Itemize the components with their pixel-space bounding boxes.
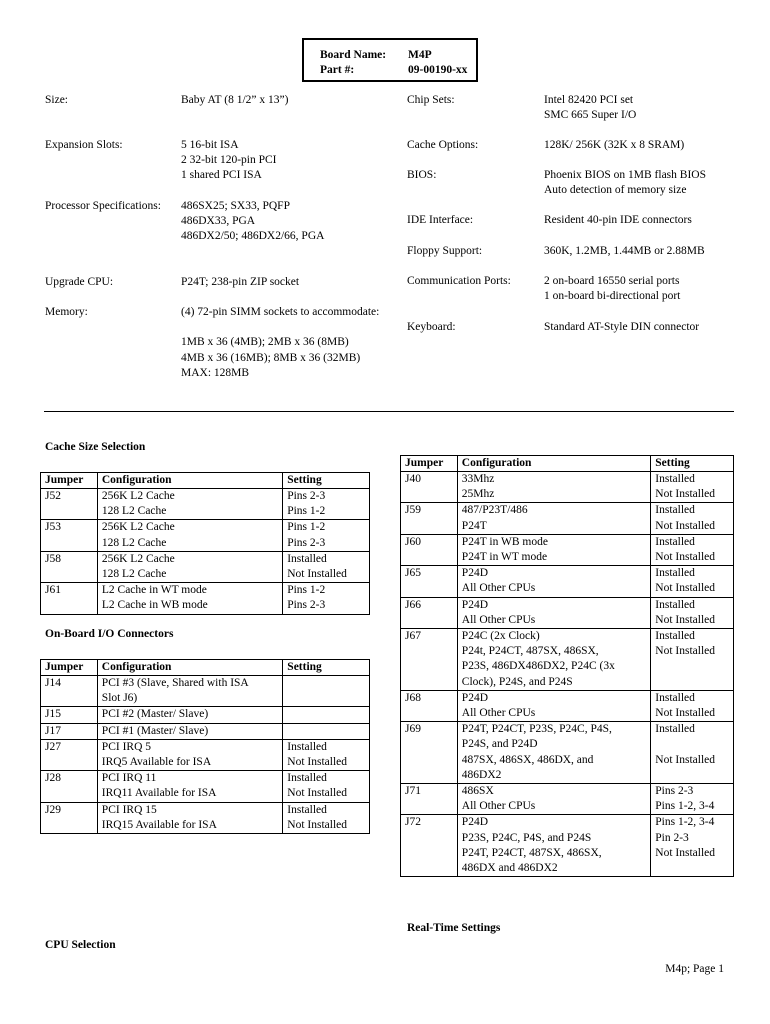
cell-line: Installed: [655, 630, 695, 643]
table-row: [401, 534, 734, 565]
cell-line: Pins 2-3: [655, 785, 694, 798]
cell-line: All Other CPUs: [461, 613, 536, 626]
spec-processor-value: [181, 199, 324, 245]
cpu-jumper-table: [400, 455, 734, 877]
cell-line: Installed: [287, 803, 327, 816]
column-header: Jumper: [41, 660, 98, 676]
jumper-cell: J61: [41, 583, 98, 614]
setting-cell: [651, 815, 734, 877]
config-cell: [97, 723, 283, 739]
spec-ide-interface: [407, 213, 473, 228]
column-header: Setting: [283, 473, 370, 489]
jumper-cell: J40: [401, 472, 458, 503]
cell-line: Clock), P24S, and P24S: [461, 675, 573, 688]
table-row: [41, 583, 370, 614]
cell-line: 128 L2 Cache: [101, 505, 167, 518]
config-cell: [457, 566, 650, 597]
config-cell: [97, 551, 282, 582]
setting-cell: [283, 583, 370, 614]
config-cell: [97, 520, 282, 551]
cell-line: IRQ15 Available for ISA: [101, 818, 217, 831]
spec-value-line: 486SX25; SX33, PQFP: [181, 200, 290, 212]
cell-line: Pins 2-3: [287, 599, 326, 612]
spec-value-line: 5 16-bit ISA: [181, 139, 239, 151]
config-cell: [457, 472, 650, 503]
cell-line: 25Mhz: [461, 488, 495, 501]
cell-line-blank: [655, 737, 733, 752]
header-labels: [320, 48, 386, 78]
setting-cell: [283, 723, 370, 739]
config-cell: [97, 802, 283, 833]
cell-line: 486DX2: [461, 768, 502, 781]
spec-keyboard: [407, 320, 456, 335]
spec-floppy: [407, 244, 482, 259]
config-cell: [457, 503, 650, 534]
cell-line: Pins 1-2: [287, 505, 326, 518]
part-number-value: 09-00190-xx: [408, 64, 468, 77]
table-row: [401, 566, 734, 597]
setting-cell: [283, 707, 370, 723]
cell-line: 486DX and 486DX2: [461, 862, 558, 875]
jumper-cell: J58: [41, 551, 98, 582]
spec-label: Keyboard:: [407, 321, 456, 333]
spec-value-line: 2 on-board 16550 serial ports: [544, 275, 680, 287]
spec-label: Upgrade CPU:: [45, 276, 114, 288]
spec-label: IDE Interface:: [407, 214, 474, 226]
cell-line: 486SX: [461, 785, 494, 798]
table-row: [401, 784, 734, 815]
spec-value-line: 1 shared PCI ISA: [181, 169, 262, 182]
spec-comm-ports: [407, 274, 511, 289]
config-cell: [457, 784, 650, 815]
cache-section-title: Cache Size Selection: [45, 441, 146, 453]
cache-size-table: [40, 472, 370, 615]
cell-line: Pin 2-3: [655, 831, 689, 844]
config-cell: [97, 676, 283, 707]
table-row: [401, 472, 734, 503]
cell-line: P24T: [461, 519, 487, 532]
cell-line: PCI IRQ 11: [101, 772, 157, 785]
config-cell: [457, 815, 650, 877]
cell-line: Pins 1-2, 3-4: [655, 800, 715, 813]
table-row: [41, 489, 370, 520]
cell-line: Installed: [655, 567, 695, 580]
part-number-label: Part #:: [320, 64, 355, 77]
cell-line: 256K L2 Cache: [101, 490, 175, 502]
cell-line: P24D: [461, 816, 488, 829]
spec-keyboard-value: [544, 320, 699, 335]
page-footer: M4p; Page 1: [665, 963, 724, 975]
setting-cell: [651, 784, 734, 815]
column-header: Configuration: [457, 456, 650, 472]
column-header: Jumper: [41, 473, 98, 489]
cell-line: Slot J6): [101, 692, 138, 705]
cell-line: Installed: [287, 772, 327, 785]
spec-value-line: Resident 40-pin IDE connectors: [544, 214, 692, 226]
column-header: Configuration: [97, 660, 283, 676]
cell-line: 33Mhz: [461, 473, 495, 485]
table-row: [401, 597, 734, 628]
cell-line: PCI IRQ 15: [101, 803, 157, 816]
spec-upgrade-cpu-value: [181, 275, 299, 290]
config-cell: [457, 597, 650, 628]
spec-value-line: Intel 82420 PCI set: [544, 94, 634, 106]
spec-memory-value: [181, 305, 379, 381]
jumper-cell: J17: [41, 723, 98, 739]
config-cell: [97, 707, 283, 723]
jumper-cell: J66: [401, 597, 458, 628]
column-header: Jumper: [401, 456, 458, 472]
jumper-cell: J29: [41, 802, 98, 833]
jumper-cell: J69: [401, 722, 458, 784]
cell-line: All Other CPUs: [461, 707, 536, 720]
jumper-cell: J60: [401, 534, 458, 565]
spec-value-line: Standard AT-Style DIN connector: [544, 321, 700, 333]
spec-value-line: [181, 320, 379, 335]
spec-value-line: MAX: 128MB: [181, 366, 250, 379]
io-section-title: On-Board I/O Connectors: [45, 628, 174, 640]
cell-line: L2 Cache in WB mode: [101, 599, 208, 612]
cell-line: Not Installed: [287, 568, 347, 581]
spec-size: [45, 93, 68, 108]
cell-line: Pins 2-3: [287, 536, 326, 549]
cell-line: IRQ5 Available for ISA: [101, 756, 212, 769]
table-row: [401, 815, 734, 877]
jumper-cell: J28: [41, 771, 98, 802]
table-row: [401, 503, 734, 534]
cell-line: P24C (2x Clock): [461, 630, 540, 643]
spec-label: Expansion Slots:: [45, 139, 123, 151]
config-cell: [97, 489, 282, 520]
spec-label: Size:: [45, 94, 68, 106]
spec-expansion-slots: [45, 138, 123, 153]
spec-chip-sets-value: [544, 93, 636, 123]
setting-cell: [283, 739, 370, 770]
board-name-value: M4P: [408, 49, 432, 61]
spec-expansion-slots-value: [181, 138, 277, 184]
cell-line: Not Installed: [287, 756, 348, 769]
cell-line: Pins 1-2: [287, 521, 326, 534]
spec-chip-sets: [407, 93, 455, 108]
config-cell: [457, 690, 650, 721]
config-cell: [457, 629, 650, 691]
spec-label: Chip Sets:: [407, 94, 455, 106]
cell-line: PCI #2 (Master/ Slave): [101, 708, 209, 721]
jumper-cell: J53: [41, 520, 98, 551]
cell-line: IRQ11 Available for ISA: [101, 787, 217, 800]
spec-value-line: P24T; 238-pin ZIP socket: [181, 276, 300, 288]
table-row: [41, 802, 370, 833]
jumper-cell: J71: [401, 784, 458, 815]
spec-label: Floppy Support:: [407, 245, 483, 257]
spec-value-line: 1 on-board bi-directional port: [544, 290, 681, 303]
config-cell: [457, 722, 650, 784]
cell-line: Not Installed: [655, 753, 715, 766]
cell-line: Not Installed: [655, 551, 715, 564]
spec-value-line: 4MB x 36 (16MB); 8MB x 36 (32MB): [181, 351, 361, 364]
spec-upgrade-cpu: [45, 275, 113, 290]
spec-label: Processor Specifications:: [45, 200, 161, 212]
setting-cell: [283, 489, 370, 520]
cell-line: PCI #3 (Slave, Shared with ISA: [101, 677, 249, 689]
cell-line: Not Installed: [287, 818, 348, 831]
cell-line: Installed: [655, 598, 695, 611]
spec-value-line: 486DX33, PGA: [181, 215, 256, 228]
setting-cell: [651, 534, 734, 565]
cell-line: P24T in WB mode: [461, 535, 548, 548]
table-row: [41, 771, 370, 802]
setting-cell: [651, 690, 734, 721]
cell-line: Not Installed: [655, 582, 715, 595]
io-connectors-table: [40, 659, 370, 834]
table-row: [41, 676, 370, 707]
board-name-label: Board Name:: [320, 49, 387, 61]
spec-value-line: Auto detection of memory size: [544, 184, 687, 197]
config-cell: [97, 583, 282, 614]
column-header: Configuration: [97, 473, 282, 489]
jumper-cell: J59: [401, 503, 458, 534]
table-row: [41, 739, 370, 770]
cell-line: 487/P23T/486: [461, 504, 528, 517]
table-row: [401, 629, 734, 691]
column-header: Setting: [283, 660, 370, 676]
setting-cell: [283, 676, 370, 707]
cell-line: P24D: [461, 567, 488, 580]
cell-line: P24T, P24CT, 487SX, 486SX,: [461, 846, 602, 859]
cell-line: All Other CPUs: [461, 800, 536, 813]
setting-cell: [651, 629, 734, 691]
table-row: [41, 707, 370, 723]
cell-line: Installed: [287, 552, 327, 565]
spec-memory: [45, 305, 88, 320]
header-values: [408, 48, 467, 78]
cell-line: Installed: [655, 504, 695, 517]
cell-line: Pins 1-2, 3-4: [655, 816, 715, 829]
cell-line: P24S, and P24D: [461, 738, 538, 751]
cell-line: 256K L2 Cache: [101, 521, 175, 534]
cell-line: 128 L2 Cache: [101, 536, 167, 549]
cell-line: P24D: [461, 691, 488, 704]
cell-line: P23S, 486DX486DX2, P24C (3x: [461, 660, 615, 673]
setting-cell: [651, 566, 734, 597]
cell-line: Pins 2-3: [287, 490, 326, 502]
spec-value-line: 2 32-bit 120-pin PCI: [181, 154, 277, 167]
cell-line: Not Installed: [655, 488, 715, 501]
jumper-cell: J72: [401, 815, 458, 877]
spec-value-line: 128K/ 256K (32K x 8 SRAM): [544, 139, 685, 151]
cell-line: Not Installed: [655, 645, 715, 658]
table-header-row: [401, 456, 734, 472]
cell-line: Not Installed: [655, 707, 715, 720]
spec-processor: [45, 199, 161, 214]
cell-line: P24T in WT mode: [461, 551, 548, 564]
spec-cache-options-value: [544, 138, 684, 153]
realtime-section-title: Real-Time Settings: [407, 922, 501, 934]
cell-line: 256K L2 Cache: [101, 552, 175, 565]
jumper-cell: J52: [41, 489, 98, 520]
setting-cell: [651, 722, 734, 784]
table-header-row: [41, 660, 370, 676]
cell-line: PCI IRQ 5: [101, 740, 151, 753]
cell-line: Installed: [655, 691, 695, 704]
table-row: [41, 723, 370, 739]
spec-value-line: SMC 665 Super I/O: [544, 109, 637, 122]
cell-line: 487SX, 486SX, 486DX, and: [461, 753, 594, 766]
table-row: [41, 520, 370, 551]
jumper-cell: J68: [401, 690, 458, 721]
cell-line: L2 Cache in WT mode: [101, 584, 207, 597]
cpu-selection-title: CPU Selection: [45, 939, 116, 951]
setting-cell: [651, 503, 734, 534]
cell-line: Installed: [655, 535, 695, 548]
spec-value-line: 486DX2/50; 486DX2/66, PGA: [181, 230, 325, 243]
setting-cell: [651, 472, 734, 503]
spec-value-line: Baby AT (8 1/2” x 13”): [181, 94, 289, 106]
cell-line: Installed: [287, 740, 327, 753]
spec-value-line: 1MB x 36 (4MB); 2MB x 36 (8MB): [181, 336, 349, 349]
section-divider: [44, 411, 734, 412]
jumper-cell: J27: [41, 739, 98, 770]
spec-value-line: Phoenix BIOS on 1MB flash BIOS: [544, 169, 706, 181]
setting-cell: [283, 551, 370, 582]
spec-size-value: [181, 93, 288, 108]
jumper-cell: J14: [41, 676, 98, 707]
setting-cell: [651, 597, 734, 628]
cell-line: 128 L2 Cache: [101, 568, 167, 581]
cell-line: P24D: [461, 598, 488, 611]
column-header: Setting: [651, 456, 734, 472]
config-cell: [457, 534, 650, 565]
cell-line: P24T, P24CT, P23S, P24C, P4S,: [461, 723, 612, 736]
table-row: [401, 690, 734, 721]
board-header-box: [302, 38, 478, 82]
table-header-row: [41, 473, 370, 489]
cell-line: Installed: [655, 723, 695, 736]
cell-line: P23S, P24C, P4S, and P24S: [461, 831, 592, 844]
setting-cell: [283, 520, 370, 551]
cell-line: Not Installed: [655, 519, 715, 532]
cell-line: Installed: [655, 473, 695, 485]
spec-ide-interface-value: [544, 213, 692, 228]
cell-line: Not Installed: [655, 613, 715, 626]
jumper-cell: J67: [401, 629, 458, 691]
config-cell: [97, 771, 283, 802]
spec-bios-value: [544, 168, 706, 198]
setting-cell: [283, 771, 370, 802]
cell-line: Not Installed: [287, 787, 348, 800]
cell-line: All Other CPUs: [461, 582, 536, 595]
cell-line: Pins 1-2: [287, 584, 326, 597]
spec-label: Memory:: [45, 306, 88, 318]
spec-bios: [407, 168, 436, 183]
cell-line: PCI #1 (Master/ Slave): [101, 724, 209, 737]
spec-value-line: (4) 72-pin SIMM sockets to accommodate:: [181, 306, 380, 318]
jumper-cell: J15: [41, 707, 98, 723]
table-row: [41, 551, 370, 582]
cell-line: Not Installed: [655, 846, 715, 859]
spec-comm-ports-value: [544, 274, 680, 304]
spec-cache-options: [407, 138, 478, 153]
cell-line: P24t, P24CT, 487SX, 486SX,: [461, 645, 599, 658]
config-cell: [97, 739, 283, 770]
jumper-cell: J65: [401, 566, 458, 597]
spec-label: BIOS:: [407, 169, 437, 181]
setting-cell: [283, 802, 370, 833]
spec-floppy-value: [544, 244, 705, 259]
table-row: [401, 722, 734, 784]
spec-label: Cache Options:: [407, 139, 479, 151]
spec-label: Communication Ports:: [407, 275, 511, 287]
spec-value-line: 360K, 1.2MB, 1.44MB or 2.88MB: [544, 245, 705, 257]
